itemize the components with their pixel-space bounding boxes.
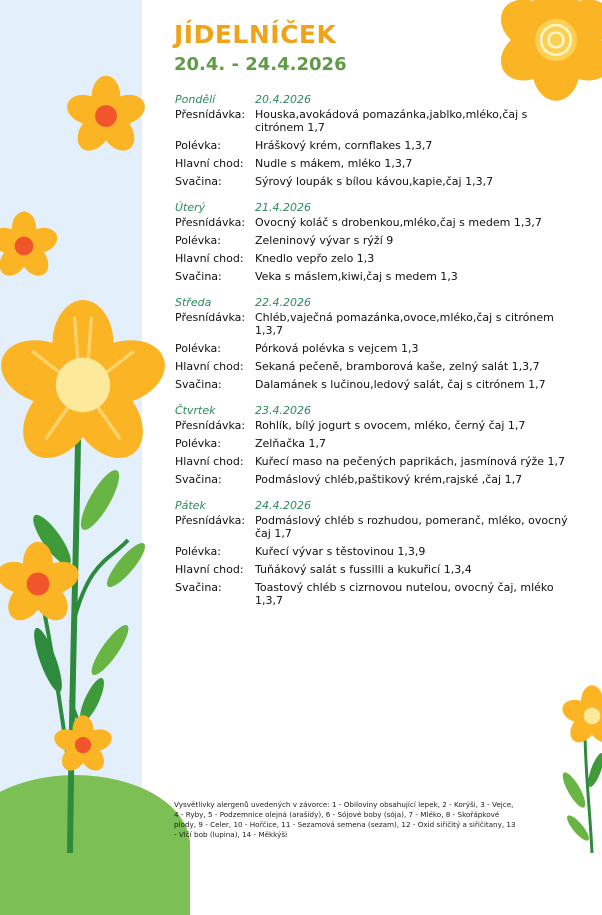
menu-row [175,545,570,558]
day-section [175,296,570,391]
menu-row [175,419,570,432]
meal-description: Nudle s mákem, mléko 1,3,7 [255,157,413,170]
meal-label: Hlavní chod: [175,455,244,468]
meal-label: Polévka: [175,545,221,558]
meal-description: Veka s máslem,kiwi,čaj s medem 1,3 [255,270,458,283]
meal-label: Polévka: [175,139,221,152]
meal-label: Svačina: [175,378,222,391]
meal-description: Sýrový loupák s bílou kávou,kapie,čaj 1,3,7 [255,175,494,188]
meal-label: Svačina: [175,175,222,188]
meal-description: Kuřecí maso na pečených paprikách, jasmínová rýže 1,7 [255,455,565,468]
day-name: Úterý [175,201,206,214]
meal-label: Přesnídávka: [175,419,246,432]
day-heading [175,404,570,417]
day-date: 20.4.2026 [255,93,311,106]
meal-label: Polévka: [175,234,221,247]
day-date: 24.4.2026 [255,499,311,512]
meal-label: Hlavní chod: [175,252,244,265]
meal-description: Pórková polévka s vejcem 1,3 [255,342,419,355]
meal-description: Dalamánek s lučinou,ledový salát, čaj s citrónem 1,7 [255,378,546,391]
meal-label: Polévka: [175,342,221,355]
meal-description: Houska,avokádová pomazánka,jablko,mléko,čaj s citrónem 1,7 [255,108,528,134]
meal-label: Hlavní chod: [175,563,244,576]
day-section [175,499,570,607]
day-date: 21.4.2026 [255,201,311,214]
menu-row [175,157,570,170]
menu-row [175,311,570,337]
flower-icon [0,540,82,628]
meal-label: Hlavní chod: [175,360,244,373]
menu-row [175,514,570,540]
day-heading [175,296,570,309]
menu-row [175,378,570,391]
day-heading [175,201,570,214]
meal-description: Knedlo vepřo zelo 1,3 [255,252,375,265]
meal-label: Přesnídávka: [175,108,246,121]
menu-row [175,175,570,188]
meal-label: Přesnídávka: [175,514,246,527]
menu-row [175,437,570,450]
meal-description: Rohlík, bílý jogurt s ovocem, mléko, černý čaj 1,7 [255,419,526,432]
flower-icon [64,74,148,158]
meal-description: Chléb,vaječná pomazánka,ovoce,mléko,čaj s citrónem 1,3,7 [255,311,554,337]
meal-label: Svačina: [175,270,222,283]
menu-row [175,360,570,373]
day-name: Čtvrtek [175,404,216,417]
menu-row [175,108,570,134]
menu-row [175,342,570,355]
large-flower-icon [0,300,168,470]
day-name: Pondělí [175,93,216,106]
day-name: Pátek [175,499,206,512]
menu-row [175,139,570,152]
day-name: Středa [175,296,212,309]
sun-flower-icon [494,0,602,102]
day-heading [175,499,570,512]
day-heading [175,93,570,106]
menu-row [175,455,570,468]
flower-icon [0,210,60,282]
menu-row [175,252,570,265]
meal-description: Zeleninový vývar s rýží 9 [255,234,394,247]
meal-description: Podmáslový chléb,paštikový krém,rajské ,čaj 1,7 [255,473,523,486]
menu-row [175,234,570,247]
weekly-menu [175,93,570,620]
meal-label: Svačina: [175,581,222,594]
meal-label: Hlavní chod: [175,157,244,170]
page-title: JÍDELNÍČEK [174,20,337,49]
day-section [175,404,570,486]
meal-label: Přesnídávka: [175,311,246,324]
meal-description: Zelňačka 1,7 [255,437,327,450]
menu-row [175,473,570,486]
meal-description: Toastový chléb s cizrnovou nutelou, ovocný čaj, mléko 1,3,7 [255,581,554,607]
meal-description: Kuřecí vývar s těstovinou 1,3,9 [255,545,426,558]
meal-description: Hráškový krém, cornflakes 1,3,7 [255,139,433,152]
week-date-range: 20.4. - 24.4.2026 [174,54,347,75]
day-section [175,93,570,188]
allergen-legend: Vysvětlivky alergenů uvedených v závorce: 1 - Obiloviny obsahující lepek, 2 - Korýši, 3 - Vejce, 4 - Ryby, 5 - Podzemnice olejná (arašídy), 6 - Sójové boby (sója), 7 - Mléko, 8 - Skořápkové plody, 9 - Celer, 10 - Hořčice, 11 - Sezamová semena (sezam), 12 - Oxid siřičitý a siřičitany, 13 - Vlčí bob (lupina), 14 - Měkkýši [174,800,516,839]
menu-row [175,270,570,283]
menu-row [175,563,570,576]
flower-icon [560,684,602,748]
meal-description: Sekaná pečeně, bramborová kaše, zelný salát 1,3,7 [255,360,540,373]
meal-label: Přesnídávka: [175,216,246,229]
flower-icon [52,714,114,776]
meal-description: Ovocný koláč s drobenkou,mléko,čaj s medem 1,3,7 [255,216,542,229]
meal-description: Tuňákový salát s fussilli a kukuřicí 1,3,4 [255,563,472,576]
day-section [175,201,570,283]
day-date: 23.4.2026 [255,404,311,417]
menu-row [175,581,570,607]
meal-label: Svačina: [175,473,222,486]
day-date: 22.4.2026 [255,296,311,309]
meal-label: Polévka: [175,437,221,450]
meal-description: Podmáslový chléb s rozhudou, pomeranč, mléko, ovocný čaj 1,7 [255,514,568,540]
menu-row [175,216,570,229]
